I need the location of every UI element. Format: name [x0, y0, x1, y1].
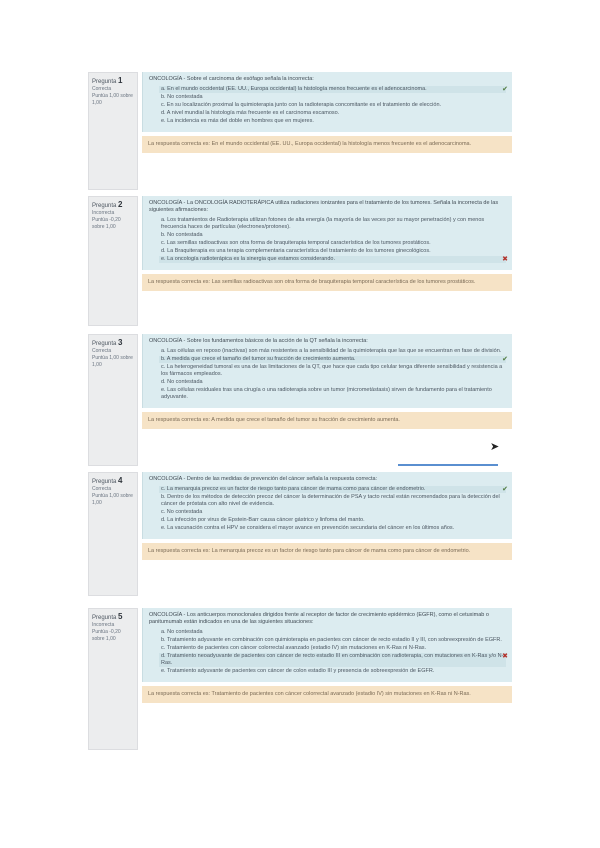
question-number: 1	[118, 76, 123, 85]
question-content	[142, 334, 512, 408]
question-score: Puntúa 1,00 sobre 1,00	[92, 93, 133, 106]
answer-option-d[interactable]: d. No contestada	[161, 379, 203, 385]
question-number: 3	[118, 338, 123, 347]
correct-check-icon: ✔	[502, 356, 508, 363]
question-content	[142, 472, 512, 539]
question-number-label: Pregunta	[92, 341, 117, 347]
incorrect-cross-icon: ✖	[502, 653, 508, 660]
question-score: Puntúa -0,20 sobre 1,00	[92, 629, 121, 642]
question-1	[88, 72, 512, 190]
question-content	[142, 608, 512, 682]
question-content	[142, 72, 512, 132]
answer-option-a[interactable]: a. En el mundo occidental (EE. UU., Europa occidental) la histología menos frecuente es el adenocarcinoma. ✔	[161, 86, 508, 93]
correct-answer-feedback: La respuesta correcta es: Tratamiento de pacientes con cáncer colorrectal avanzado (estadio IV) sin mutaciones en K-Ras ni N-Ras.	[142, 686, 512, 703]
answer-option-e[interactable]: e. La oncología radioterápica es la sinergia que estamos considerando. ✖	[161, 256, 508, 263]
question-info	[88, 472, 138, 596]
question-status: Correcta	[92, 348, 112, 354]
question-status: Correcta	[92, 86, 112, 92]
question-status: Incorrecta	[92, 622, 115, 628]
question-text: ONCOLOGÍA - La ONCOLOGÍA RADIOTERÁPICA utiliza radiaciones ionizantes para el tratamiento de los tumores. Señala la incorrecta de las siguientes afirmaciones:	[149, 200, 499, 213]
question-number-label: Pregunta	[92, 203, 117, 209]
answer-option-a[interactable]: a. No contestada	[161, 629, 203, 635]
answer-option-d[interactable]: d. La Braquiterapia es una terapia complementaria característica del tratamiento de los tumores ginecológicos.	[161, 248, 431, 254]
answer-option-a[interactable]: a. Las células en reposo (inactivas) son más resistentes a la sensibilidad de la quimioterapia que las que se encuentran en fase de división.	[161, 348, 502, 354]
question-info	[88, 334, 138, 466]
question-info	[88, 196, 138, 326]
question-number: 5	[118, 612, 123, 621]
correct-check-icon: ✔	[502, 486, 508, 493]
answer-option-b[interactable]: b. Dentro de los métodos de detección precoz del cáncer la determinación de PSA y tacto rectal están recomendados para la detección del cáncer de próstata con alto nivel de evidencia.	[161, 494, 500, 507]
question-score: Puntúa 1,00 sobre 1,00	[92, 355, 133, 368]
correct-answer-feedback: La respuesta correcta es: Las semillas radioactivas son otra forma de braquiterapia temporal característica de los tumores prostáticos.	[142, 274, 512, 291]
answer-option-b[interactable]: b. A medida que crece el tamaño del tumor su fracción de crecimiento aumenta. ✔	[161, 356, 508, 363]
answer-option-e[interactable]: e. La incidencia es más del doble en hombres que en mujeres.	[161, 118, 314, 124]
question-3	[88, 334, 512, 466]
question-4	[88, 472, 512, 596]
question-number-label: Pregunta	[92, 615, 117, 621]
question-number-label: Pregunta	[92, 479, 117, 485]
answer-option-d[interactable]: d. Tratamiento neoadyuvante de pacientes con cáncer de recto estadio III en combinación con radioterapia, con mutaciones en K-Ras y/o N-Ras. ✖	[161, 653, 508, 666]
question-text: ONCOLOGÍA - Sobre los fundamentos básicos de la acción de la QT señala la incorrecta:	[149, 338, 368, 344]
answer-option-d[interactable]: d. La infección por virus de Epstein-Barr causa cáncer gástrico y linfoma del manto.	[161, 517, 365, 523]
question-content	[142, 196, 512, 270]
question-info	[88, 608, 138, 750]
answer-option-d[interactable]: d. A nivel mundial la histología más frecuente es el carcinoma escamoso.	[161, 110, 340, 116]
answer-option-a[interactable]: a. Los tratamientos de Radioterapia utilizan fotones de alta energía (la mayoría de las veces por su mayor penetración) y con menos frecuencia haces de partículas (electrones/protones).	[161, 217, 485, 230]
question-status: Correcta	[92, 486, 112, 492]
question-number: 4	[118, 476, 123, 485]
answer-option-c[interactable]: c. La heterogeneidad tumoral es una de las limitaciones de la QT, que hace que cada tipo celular tenga diferente sensibilidad y resistencia a los fármacos empleados.	[161, 364, 503, 377]
correct-answer-feedback: La respuesta correcta es: A medida que crece el tamaño del tumor su fracción de crecimiento aumenta.	[142, 412, 512, 429]
mouse-cursor-icon: ➤	[490, 441, 500, 453]
question-2	[88, 196, 512, 326]
question-text: ONCOLOGÍA - Dentro de las medidas de prevención del cáncer señala la respuesta correcta:	[149, 476, 378, 482]
answer-option-b[interactable]: b. Tratamiento adyuvante en combinación con quimioterapia en pacientes con cáncer de recto estadio II y III, con sobreexpresión de EGFR.	[161, 637, 502, 643]
answer-option-b[interactable]: b. No contestada	[161, 232, 203, 238]
question-number-label: Pregunta	[92, 79, 117, 85]
answer-option-a[interactable]: c. La menarquia precoz es un factor de riesgo tanto para cáncer de mama como para cáncer de endometrio. ✔	[161, 486, 508, 493]
answer-option-e[interactable]: e. La vacunación contra el HPV se considera el mayor avance en prevención secundaria del cáncer en los últimos años.	[161, 525, 455, 531]
correct-answer-feedback: La respuesta correcta es: La menarquia precoz es un factor de riesgo tanto para cáncer de mama como para cáncer de endometrio.	[142, 543, 512, 560]
answer-option-c[interactable]: c. No contestada	[161, 509, 203, 515]
answer-option-e[interactable]: e. Tratamiento adyuvante de pacientes con cáncer de colon estadio III y presencia de sobreexpresión de EGFR.	[161, 668, 435, 674]
scroll-indicator[interactable]	[398, 464, 498, 466]
answer-option-b[interactable]: b. No contestada	[161, 94, 203, 100]
answer-option-e[interactable]: e. Las células residuales tras una cirugía o una radioterapia sobre un tumor (micrometástasis) sirven de fundamento para el tratamiento adyuvante.	[161, 387, 492, 400]
question-status: Incorrecta	[92, 210, 115, 216]
incorrect-cross-icon: ✖	[502, 256, 508, 263]
question-info	[88, 72, 138, 190]
question-text: ONCOLOGÍA - Los anticuerpos monoclonales dirigidos frente al receptor de factor de crecimiento epidérmico (EGFR), como el cetuximab o panitumumab están indicados en una de las siguientes situaciones:	[149, 612, 489, 625]
question-score: Puntúa 1,00 sobre 1,00	[92, 493, 133, 506]
answer-option-c[interactable]: c. En su localización proximal la quimioterapia junto con la radioterapia concomitante es el tratamiento de elección.	[161, 102, 442, 108]
question-number: 2	[118, 200, 123, 209]
correct-check-icon: ✔	[502, 86, 508, 93]
question-5	[88, 608, 512, 750]
answer-option-c[interactable]: c. Tratamiento de pacientes con cáncer colorrectal avanzado (estadio IV) sin mutaciones en K-Ras ni N-Ras.	[161, 645, 427, 651]
answer-option-c[interactable]: c. Las semillas radioactivas son otra forma de braquiterapia temporal característica de los tumores prostáticos.	[161, 240, 431, 246]
question-score: Puntúa -0,20 sobre 1,00	[92, 217, 121, 230]
correct-answer-feedback: La respuesta correcta es: En el mundo occidental (EE. UU., Europa occidental) la histología menos frecuente es el adenocarcinoma.	[142, 136, 512, 153]
question-text: ONCOLOGÍA - Sobre el carcinoma de esófago señala la incorrecta:	[149, 76, 314, 82]
